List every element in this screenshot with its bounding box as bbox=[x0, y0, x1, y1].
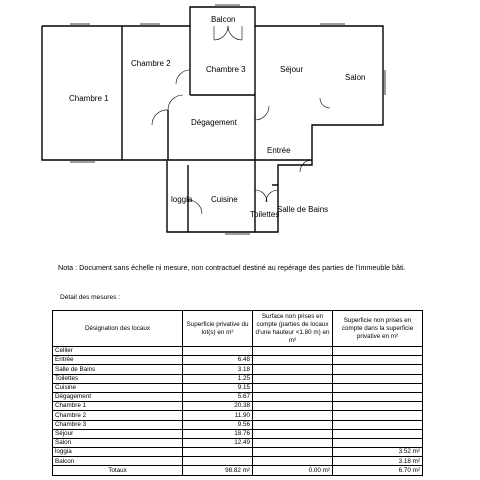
table-cell bbox=[253, 383, 333, 392]
table-cell bbox=[333, 411, 423, 420]
totals-label: Totaux bbox=[53, 466, 183, 476]
table-cell bbox=[333, 365, 423, 374]
table-cell: 3.18 bbox=[183, 365, 253, 374]
table-row bbox=[53, 411, 423, 420]
table-cell bbox=[253, 347, 333, 356]
table-cell: Chambre 2 bbox=[53, 411, 183, 420]
table-row bbox=[53, 392, 423, 401]
room-label-salle-de-bains: Salle de Bains bbox=[277, 205, 329, 214]
measures-table bbox=[52, 310, 423, 476]
table-cell bbox=[253, 365, 333, 374]
totals-non-prise: 0.00 m² bbox=[253, 466, 333, 476]
table-cell: 5.67 bbox=[183, 392, 253, 401]
table-cell bbox=[253, 429, 333, 438]
table-cell bbox=[183, 347, 253, 356]
room-label-chambre-1: Chambre 1 bbox=[69, 94, 109, 103]
table-row bbox=[53, 457, 423, 466]
table-cell: Balcon bbox=[53, 457, 183, 466]
table-cell: Salle de Bains bbox=[53, 365, 183, 374]
table-cell: Entrée bbox=[53, 356, 183, 365]
table-cell bbox=[253, 457, 333, 466]
detail-title: Détail des mesures : bbox=[60, 294, 121, 301]
table-cell: 18.76 bbox=[183, 429, 253, 438]
table-cell: 9.56 bbox=[183, 420, 253, 429]
table-cell bbox=[253, 402, 333, 411]
room-label-chambre-3: Chambre 3 bbox=[206, 65, 246, 74]
table-cell: Toilettes bbox=[53, 374, 183, 383]
room-label-loggia: loggia bbox=[171, 195, 193, 204]
totals-privative: 98.82 m² bbox=[183, 466, 253, 476]
header-superficie-privative: Superficie privative du lot(s) en m² bbox=[183, 311, 253, 347]
table-cell bbox=[333, 392, 423, 401]
table-body bbox=[53, 347, 423, 466]
table-cell bbox=[183, 457, 253, 466]
table-row bbox=[53, 420, 423, 429]
table-cell bbox=[253, 448, 333, 457]
table-cell bbox=[333, 402, 423, 411]
totals-row bbox=[53, 466, 423, 476]
table-row bbox=[53, 383, 423, 392]
table-cell: 12.49 bbox=[183, 438, 253, 447]
room-label-entree: Entrée bbox=[267, 146, 291, 155]
table-cell bbox=[183, 448, 253, 457]
table-cell bbox=[253, 356, 333, 365]
table-header-row bbox=[53, 311, 423, 347]
table-cell: 6.48 bbox=[183, 356, 253, 365]
header-superficie-hors: Superficie non prises en compte dans la superficie privative en m² bbox=[333, 311, 423, 347]
table-cell: Dégagement bbox=[53, 392, 183, 401]
table-row bbox=[53, 429, 423, 438]
table-row bbox=[53, 374, 423, 383]
room-label-toilettes: Toilettes bbox=[250, 210, 280, 219]
table-cell bbox=[333, 438, 423, 447]
disclaimer-note: Nota : Document sans échelle ni mesure, non contractuel destiné au repérage des parties de l’immeuble bâti. bbox=[58, 263, 406, 272]
table-row bbox=[53, 448, 423, 457]
table-cell bbox=[333, 383, 423, 392]
table-cell bbox=[333, 374, 423, 383]
room-label-cuisine: Cuisine bbox=[211, 195, 238, 204]
table-cell bbox=[333, 347, 423, 356]
table-cell: 3.52 m² bbox=[333, 448, 423, 457]
table-row bbox=[53, 402, 423, 411]
table-row bbox=[53, 365, 423, 374]
table-cell: 1.25 bbox=[183, 374, 253, 383]
table-cell: Chambre 1 bbox=[53, 402, 183, 411]
table-cell: 3.18 m² bbox=[333, 457, 423, 466]
table-cell: 11.90 bbox=[183, 411, 253, 420]
table-cell bbox=[333, 356, 423, 365]
header-designation: Désignation des locaux bbox=[53, 311, 183, 347]
table-cell: Chambre 3 bbox=[53, 420, 183, 429]
table-cell bbox=[253, 438, 333, 447]
table-cell bbox=[253, 420, 333, 429]
table-row bbox=[53, 438, 423, 447]
table-cell bbox=[253, 411, 333, 420]
room-label-degagement: Dégagement bbox=[191, 118, 237, 127]
table-cell: Séjour bbox=[53, 429, 183, 438]
header-surface-non-prise: Surface non prises en compte (parties de locaux d’une hauteur <1.80 m) en m² bbox=[253, 311, 333, 347]
table-cell: Salon bbox=[53, 438, 183, 447]
table-cell: loggia bbox=[53, 448, 183, 457]
table-cell bbox=[333, 420, 423, 429]
table-row bbox=[53, 356, 423, 365]
plan-doors bbox=[152, 26, 330, 214]
table-cell bbox=[333, 429, 423, 438]
totals-hors: 6.70 m² bbox=[333, 466, 423, 476]
table-row bbox=[53, 347, 423, 356]
table-cell bbox=[253, 392, 333, 401]
table-cell bbox=[253, 374, 333, 383]
room-label-salon: Salon bbox=[345, 73, 366, 82]
room-label-chambre-2: Chambre 2 bbox=[131, 59, 171, 68]
table-cell: Cellier bbox=[53, 347, 183, 356]
table-cell: Cuisine bbox=[53, 383, 183, 392]
room-label-balcon: Balcon bbox=[211, 15, 236, 24]
table-cell: 9.15 bbox=[183, 383, 253, 392]
room-label-sejour: Séjour bbox=[280, 65, 304, 74]
table-cell: 20.38 bbox=[183, 402, 253, 411]
